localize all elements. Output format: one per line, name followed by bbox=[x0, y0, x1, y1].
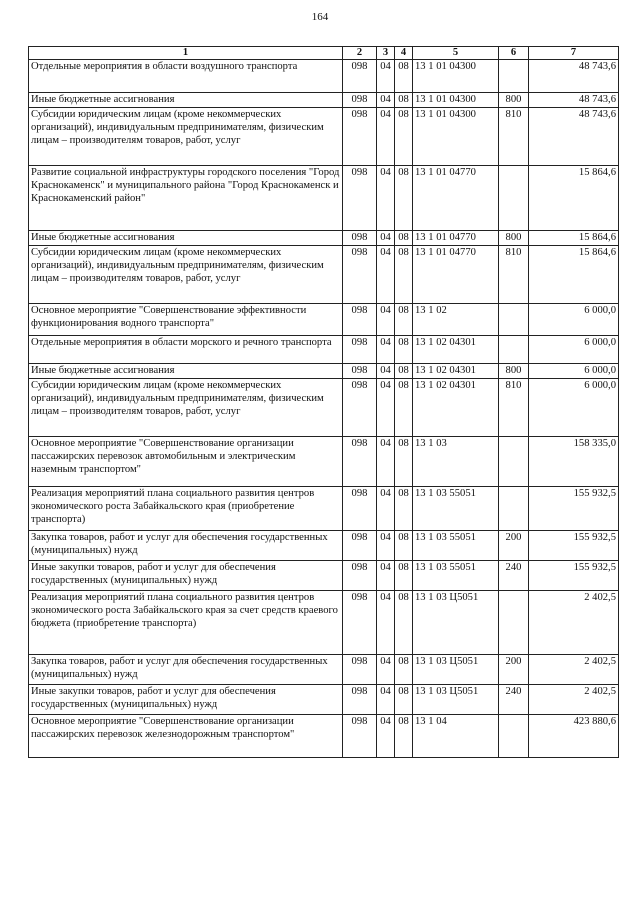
cell-vr: 800 bbox=[499, 93, 529, 108]
cell-pr: 08 bbox=[395, 685, 413, 715]
cell-amount: 6 000,0 bbox=[529, 304, 619, 336]
cell-csr: 13 1 03 Ц5051 bbox=[413, 655, 499, 685]
cell-amount: 6 000,0 bbox=[529, 379, 619, 437]
cell-csr: 13 1 02 04301 bbox=[413, 336, 499, 364]
cell-amount: 48 743,6 bbox=[529, 108, 619, 166]
header-col-2: 2 bbox=[343, 47, 377, 60]
cell-amount: 15 864,6 bbox=[529, 166, 619, 231]
cell-rz: 04 bbox=[377, 531, 395, 561]
cell-rz: 04 bbox=[377, 246, 395, 304]
cell-grbs: 098 bbox=[343, 379, 377, 437]
table-row bbox=[29, 304, 619, 336]
cell-amount: 158 335,0 bbox=[529, 437, 619, 487]
header-col-3: 3 bbox=[377, 47, 395, 60]
table-row bbox=[29, 487, 619, 531]
cell-name: Основное мероприятие "Совершенствование организации пассажирских перевозок железнодорожным транспортом" bbox=[29, 715, 343, 758]
cell-csr: 13 1 01 04300 bbox=[413, 60, 499, 93]
cell-csr: 13 1 01 04300 bbox=[413, 93, 499, 108]
cell-vr bbox=[499, 166, 529, 231]
cell-pr: 08 bbox=[395, 379, 413, 437]
cell-vr bbox=[499, 591, 529, 655]
cell-pr: 08 bbox=[395, 304, 413, 336]
cell-vr: 810 bbox=[499, 246, 529, 304]
cell-rz: 04 bbox=[377, 364, 395, 379]
table-row bbox=[29, 379, 619, 437]
cell-amount: 15 864,6 bbox=[529, 246, 619, 304]
cell-amount: 48 743,6 bbox=[529, 93, 619, 108]
cell-rz: 04 bbox=[377, 231, 395, 246]
cell-grbs: 098 bbox=[343, 246, 377, 304]
cell-name: Иные бюджетные ассигнования bbox=[29, 364, 343, 379]
table-row bbox=[29, 108, 619, 166]
cell-amount: 6 000,0 bbox=[529, 364, 619, 379]
table-row bbox=[29, 336, 619, 364]
cell-csr: 13 1 02 bbox=[413, 304, 499, 336]
cell-pr: 08 bbox=[395, 93, 413, 108]
budget-table bbox=[28, 46, 619, 758]
cell-amount: 2 402,5 bbox=[529, 591, 619, 655]
cell-pr: 08 bbox=[395, 336, 413, 364]
cell-amount: 6 000,0 bbox=[529, 336, 619, 364]
cell-vr: 240 bbox=[499, 561, 529, 591]
header-col-5: 5 bbox=[413, 47, 499, 60]
table-row bbox=[29, 531, 619, 561]
cell-pr: 08 bbox=[395, 591, 413, 655]
page-number: 164 bbox=[311, 11, 329, 23]
cell-pr: 08 bbox=[395, 715, 413, 758]
cell-vr bbox=[499, 336, 529, 364]
table-row bbox=[29, 685, 619, 715]
cell-rz: 04 bbox=[377, 685, 395, 715]
cell-grbs: 098 bbox=[343, 591, 377, 655]
cell-vr bbox=[499, 487, 529, 531]
cell-amount: 15 864,6 bbox=[529, 231, 619, 246]
cell-name: Реализация мероприятий плана социального развития центров экономического роста Забайкальского края за счет средств краевого бюджета (приобретение транспорта) bbox=[29, 591, 343, 655]
cell-name: Основное мероприятие "Совершенствование эффективности функционирования водного транспорта" bbox=[29, 304, 343, 336]
cell-amount: 2 402,5 bbox=[529, 685, 619, 715]
cell-pr: 08 bbox=[395, 531, 413, 561]
cell-grbs: 098 bbox=[343, 93, 377, 108]
cell-rz: 04 bbox=[377, 304, 395, 336]
cell-grbs: 098 bbox=[343, 531, 377, 561]
cell-vr bbox=[499, 437, 529, 487]
cell-grbs: 098 bbox=[343, 166, 377, 231]
cell-amount: 48 743,6 bbox=[529, 60, 619, 93]
cell-amount: 155 932,5 bbox=[529, 531, 619, 561]
cell-pr: 08 bbox=[395, 246, 413, 304]
cell-vr bbox=[499, 304, 529, 336]
cell-grbs: 098 bbox=[343, 60, 377, 93]
cell-grbs: 098 bbox=[343, 304, 377, 336]
table-row bbox=[29, 60, 619, 93]
table-row bbox=[29, 655, 619, 685]
header-col-6: 6 bbox=[499, 47, 529, 60]
cell-csr: 13 1 03 bbox=[413, 437, 499, 487]
cell-amount: 155 932,5 bbox=[529, 561, 619, 591]
cell-name: Закупка товаров, работ и услуг для обеспечения государственных (муниципальных) нужд bbox=[29, 655, 343, 685]
cell-rz: 04 bbox=[377, 60, 395, 93]
cell-rz: 04 bbox=[377, 715, 395, 758]
cell-vr: 810 bbox=[499, 379, 529, 437]
cell-pr: 08 bbox=[395, 561, 413, 591]
cell-grbs: 098 bbox=[343, 364, 377, 379]
cell-csr: 13 1 01 04770 bbox=[413, 231, 499, 246]
cell-csr: 13 1 04 bbox=[413, 715, 499, 758]
table-row bbox=[29, 364, 619, 379]
cell-rz: 04 bbox=[377, 166, 395, 231]
cell-pr: 08 bbox=[395, 231, 413, 246]
cell-csr: 13 1 03 55051 bbox=[413, 487, 499, 531]
cell-name: Субсидии юридическим лицам (кроме некоммерческих организаций), индивидуальным предпринимателям, физическим лицам – производителям товаров, работ, услуг bbox=[29, 379, 343, 437]
cell-name: Отдельные мероприятия в области воздушного транспорта bbox=[29, 60, 343, 93]
cell-name: Иные закупки товаров, работ и услуг для обеспечения государственных (муниципальных) нужд bbox=[29, 685, 343, 715]
cell-name: Субсидии юридическим лицам (кроме некоммерческих организаций), индивидуальным предпринимателям, физическим лицам – производителям товаров, работ, услуг bbox=[29, 108, 343, 166]
cell-pr: 08 bbox=[395, 437, 413, 487]
cell-rz: 04 bbox=[377, 561, 395, 591]
cell-rz: 04 bbox=[377, 108, 395, 166]
cell-name: Иные бюджетные ассигнования bbox=[29, 231, 343, 246]
table-row bbox=[29, 231, 619, 246]
cell-vr: 200 bbox=[499, 655, 529, 685]
cell-grbs: 098 bbox=[343, 108, 377, 166]
cell-grbs: 098 bbox=[343, 655, 377, 685]
cell-amount: 155 932,5 bbox=[529, 487, 619, 531]
header-col-4: 4 bbox=[395, 47, 413, 60]
cell-csr: 13 1 01 04770 bbox=[413, 166, 499, 231]
cell-csr: 13 1 01 04300 bbox=[413, 108, 499, 166]
cell-csr: 13 1 03 55051 bbox=[413, 561, 499, 591]
table-row bbox=[29, 715, 619, 758]
cell-csr: 13 1 01 04770 bbox=[413, 246, 499, 304]
cell-pr: 08 bbox=[395, 364, 413, 379]
cell-rz: 04 bbox=[377, 93, 395, 108]
cell-grbs: 098 bbox=[343, 715, 377, 758]
table-row bbox=[29, 591, 619, 655]
cell-pr: 08 bbox=[395, 487, 413, 531]
cell-grbs: 098 bbox=[343, 561, 377, 591]
cell-rz: 04 bbox=[377, 336, 395, 364]
cell-vr: 800 bbox=[499, 364, 529, 379]
header-col-1: 1 bbox=[29, 47, 343, 60]
cell-rz: 04 bbox=[377, 655, 395, 685]
cell-grbs: 098 bbox=[343, 487, 377, 531]
cell-vr: 810 bbox=[499, 108, 529, 166]
table-row bbox=[29, 437, 619, 487]
cell-vr: 240 bbox=[499, 685, 529, 715]
cell-name: Основное мероприятие "Совершенствование организации пассажирских перевозок автомобильным и электрическим наземным транспортом" bbox=[29, 437, 343, 487]
table-row bbox=[29, 561, 619, 591]
cell-vr: 200 bbox=[499, 531, 529, 561]
cell-grbs: 098 bbox=[343, 437, 377, 487]
table-body bbox=[29, 60, 619, 758]
table-row bbox=[29, 166, 619, 231]
cell-csr: 13 1 03 Ц5051 bbox=[413, 685, 499, 715]
cell-pr: 08 bbox=[395, 166, 413, 231]
cell-name: Иные закупки товаров, работ и услуг для обеспечения государственных (муниципальных) нужд bbox=[29, 561, 343, 591]
cell-grbs: 098 bbox=[343, 336, 377, 364]
cell-name: Развитие социальной инфраструктуры городского поселения "Город Краснокаменск" и муниципального района "Город Краснокаменск и Краснокаменский район" bbox=[29, 166, 343, 231]
cell-grbs: 098 bbox=[343, 231, 377, 246]
cell-pr: 08 bbox=[395, 108, 413, 166]
cell-rz: 04 bbox=[377, 591, 395, 655]
cell-csr: 13 1 03 Ц5051 bbox=[413, 591, 499, 655]
cell-grbs: 098 bbox=[343, 685, 377, 715]
cell-name: Иные бюджетные ассигнования bbox=[29, 93, 343, 108]
table-row bbox=[29, 246, 619, 304]
cell-name: Субсидии юридическим лицам (кроме некоммерческих организаций), индивидуальным предпринимателям, физическим лицам – производителям товаров, работ, услуг bbox=[29, 246, 343, 304]
cell-csr: 13 1 03 55051 bbox=[413, 531, 499, 561]
cell-rz: 04 bbox=[377, 487, 395, 531]
cell-rz: 04 bbox=[377, 437, 395, 487]
cell-csr: 13 1 02 04301 bbox=[413, 364, 499, 379]
cell-pr: 08 bbox=[395, 60, 413, 93]
header-row bbox=[29, 47, 619, 60]
cell-vr bbox=[499, 715, 529, 758]
cell-vr: 800 bbox=[499, 231, 529, 246]
cell-name: Закупка товаров, работ и услуг для обеспечения государственных (муниципальных) нужд bbox=[29, 531, 343, 561]
cell-pr: 08 bbox=[395, 655, 413, 685]
cell-csr: 13 1 02 04301 bbox=[413, 379, 499, 437]
cell-name: Отдельные мероприятия в области морского и речного транспорта bbox=[29, 336, 343, 364]
cell-rz: 04 bbox=[377, 379, 395, 437]
cell-vr bbox=[499, 60, 529, 93]
cell-amount: 2 402,5 bbox=[529, 655, 619, 685]
table-row bbox=[29, 93, 619, 108]
cell-name: Реализация мероприятий плана социального развития центров экономического роста Забайкальского края (приобретение транспорта) bbox=[29, 487, 343, 531]
header-col-7: 7 bbox=[529, 47, 619, 60]
cell-amount: 423 880,6 bbox=[529, 715, 619, 758]
